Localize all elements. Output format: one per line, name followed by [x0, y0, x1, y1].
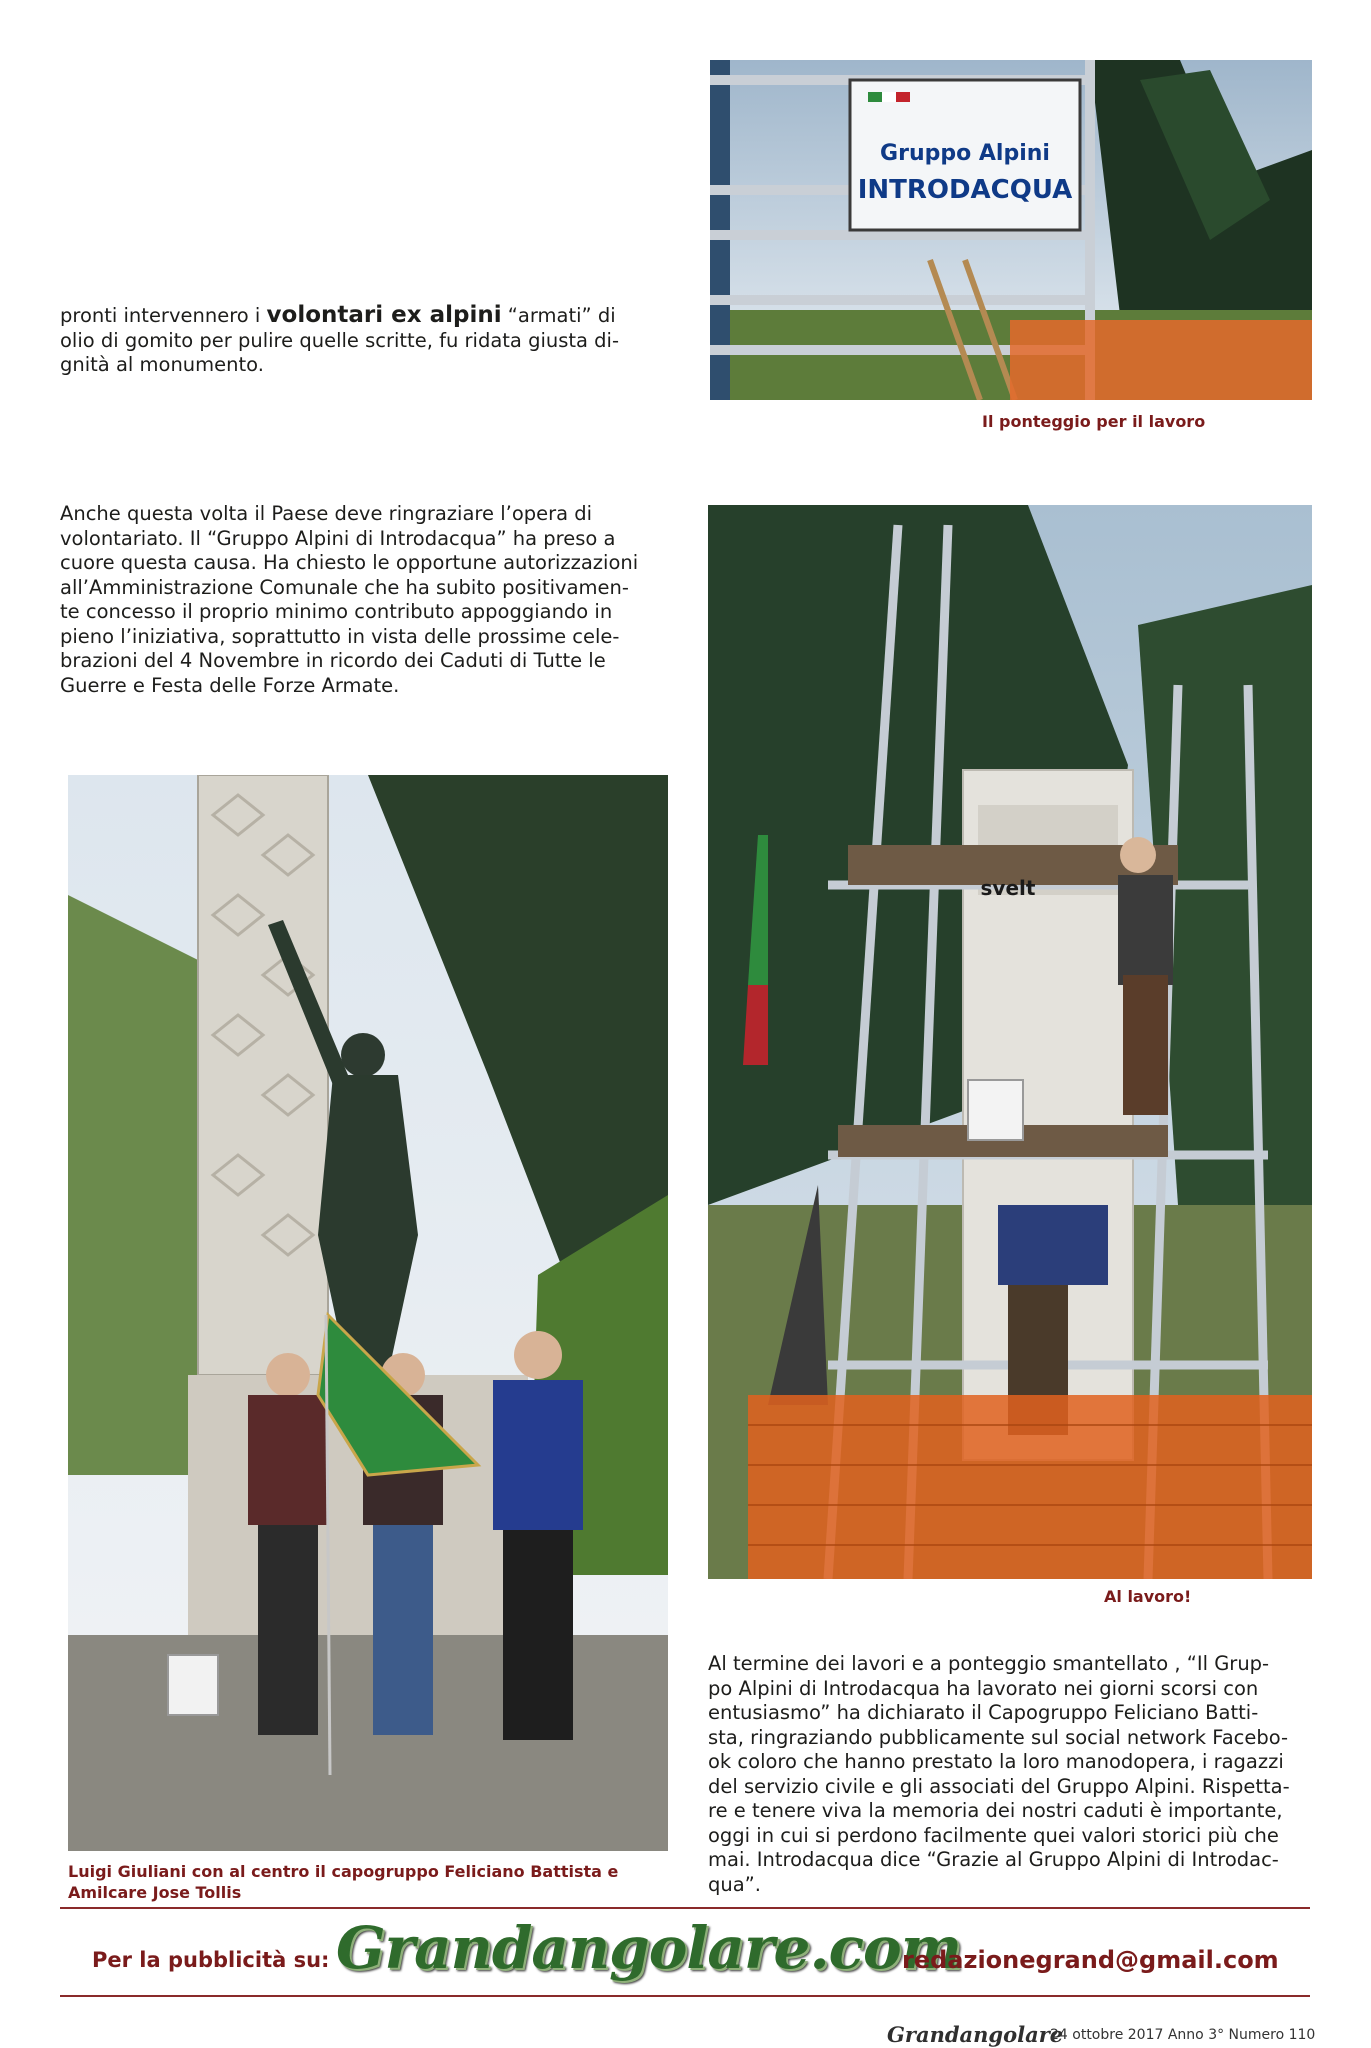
paragraph-2: [60, 502, 670, 698]
statue-head: [341, 1033, 385, 1077]
divider-bottom: [60, 1995, 1310, 1997]
paragraph-3-line: entusiasmo” ha dichiarato il Capogruppo Feliciano Batti-: [708, 1701, 1259, 1724]
paragraph-3-line: del servizio civile e gli associati del Gruppo Alpini. Rispetta-: [708, 1774, 1290, 1798]
paragraph-3-line: mai. Introdacqua dice “Grazie al Gruppo Alpini di Introdac-: [708, 1848, 1279, 1871]
footer-issue-info: 24 ottobre 2017 Anno 3° Numero 110: [1050, 2027, 1316, 2043]
paragraph-3-line: po Alpini di Introdacqua ha lavorato nei giorni scorsi con: [708, 1676, 1259, 1700]
advert-logo[interactable]: Grandangolare.com: [336, 1914, 962, 1982]
paragraph-1: [60, 303, 660, 378]
footer-publication-name: Grandangolare: [887, 2022, 1064, 2047]
paragraph-2-line: cuore questa causa. Ha chiesto le opportune autorizzazioni: [60, 551, 639, 574]
paragraph-2-line: all’Amministrazione Comunale che ha subito positivamen-: [60, 575, 629, 599]
paragraph-1-line-2: olio di gomito per pulire quelle scritte, fu ridata giusta di-: [60, 328, 620, 352]
paragraph-2-line: Guerre e Festa delle Forze Armate.: [60, 673, 400, 697]
paragraph-3: [708, 1652, 1328, 1897]
person-left-head: [266, 1353, 310, 1397]
caption-at-work: Al lavoro!: [1104, 1587, 1192, 1606]
caption-group: Luigi Giuliani con al centro il capogruppo Feliciano Battista e Amilcare Jose Tollis: [68, 1862, 619, 1902]
paragraph-2-line: volontariato. Il “Gruppo Alpini di Introdacqua” ha preso a: [60, 526, 616, 550]
paragraph-3-line: re e tenere viva la memoria dei nostri caduti è importante,: [708, 1799, 1283, 1822]
caption-scaffold: Il ponteggio per il lavoro: [982, 412, 1206, 431]
bold-volunteers: volontari ex alpini: [266, 302, 502, 328]
paragraph-2-line: brazioni del 4 Novembre in ricordo dei Caduti di Tutte le: [60, 649, 606, 672]
photo-scaffold-sign: [710, 60, 1312, 400]
paragraph-2-line: pieno l’iniziativa, soprattutto in vista delle prossime cele-: [60, 624, 620, 648]
paragraph-1-line-3: gnità al monumento.: [60, 353, 264, 376]
sign-text-group: Gruppo Alpini: [880, 141, 1050, 166]
advert-email-link[interactable]: redazionegrand@gmail.com: [902, 1946, 1279, 1974]
paragraph-3-line: Al termine dei lavori e a ponteggio smantellato , “Il Grup-: [708, 1652, 1270, 1675]
paragraph-3-line: sta, ringraziando pubblicamente sul social network Facebo-: [708, 1725, 1289, 1749]
paragraph-1-line-1: pronti intervennero i volontari ex alpini “armati” di: [60, 302, 616, 328]
paragraph-2-line: te concesso il proprio minimo contributo appoggiando in: [60, 600, 613, 623]
photo-group: [68, 775, 668, 1851]
paragraph-3-line: qua”.: [708, 1872, 761, 1896]
paragraph-3-line: oggi in cui si perdono facilmente quei valori storici più che: [708, 1823, 1279, 1847]
divider-top: [60, 1907, 1310, 1909]
scaffold-brand-text: svelt: [980, 876, 1036, 900]
worker-head: [1120, 837, 1156, 873]
advert-label: Per la pubblicità su:: [92, 1948, 330, 1972]
sign-text-town: INTRODACQUA: [857, 175, 1073, 205]
paragraph-3-line: ok coloro che hanno prestato la loro manodopera, i ragazzi: [708, 1750, 1284, 1773]
flag-icon: [868, 92, 882, 102]
paragraph-2-line: Anche questa volta il Paese deve ringraziare l’opera di: [60, 502, 593, 525]
at-work-illustration: [708, 505, 1312, 1579]
person-right-head: [514, 1331, 562, 1379]
scaffold-sign-illustration: [710, 60, 1312, 400]
photo-at-work: [708, 505, 1312, 1579]
group-illustration: [68, 775, 668, 1851]
